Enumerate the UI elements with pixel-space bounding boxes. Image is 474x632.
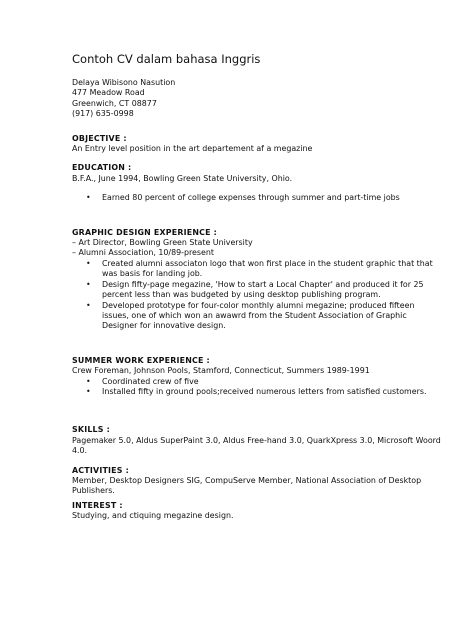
- skills-section: [72, 425, 442, 456]
- education-text: B.F.A., June 1994, Bowling Green State University, Ohio.: [72, 173, 293, 183]
- objective-text: An Entry level position in the art departement af a megazine: [72, 144, 313, 154]
- activities-section: [72, 466, 442, 497]
- bullet-icon: •: [86, 258, 91, 268]
- bullet-text: Design fifty-page megazine, 'How to start a Local Chapter' and produced it for 25 percent less than was budgeted by using desktop publishing program.: [102, 279, 424, 300]
- bullet-icon: •: [86, 376, 91, 386]
- list-item: [86, 300, 442, 332]
- bullet-text: Created alumni associaton logo that won first place in the student graphic that that was basis for landing job.: [102, 258, 433, 279]
- summer-work-bullets: [72, 377, 442, 398]
- graphic-design-line: – Alumni Association, 10/89-present: [72, 248, 214, 258]
- graphic-design-heading: GRAPHIC DESIGN EXPERIENCE :: [72, 227, 218, 237]
- activities-text: Member, Desktop Designers SIG, CompuServe Member, National Association of Desktop Publishers.: [72, 475, 422, 496]
- contact-name: Delaya Wibisono Nasution: [72, 78, 176, 87]
- summer-work-heading: SUMMER WORK EXPERIENCE :: [72, 355, 210, 365]
- bullet-text: Installed fifty in ground pools;received numerous letters from satisfied customers.: [102, 386, 427, 396]
- contact-phone: (917) 635-0998: [72, 109, 134, 119]
- bullet-icon: •: [86, 300, 91, 310]
- education-bullets: [72, 193, 442, 203]
- list-item: [86, 376, 442, 387]
- bullet-text: Coordinated crew of five: [102, 376, 199, 386]
- graphic-design-bullets: [72, 259, 442, 332]
- contact-street: 477 Meadow Road: [72, 88, 145, 98]
- list-item: [86, 386, 442, 397]
- objective-heading: OBJECTIVE :: [72, 133, 127, 143]
- interest-heading: INTEREST :: [72, 500, 123, 510]
- bullet-icon: •: [86, 193, 91, 203]
- education-section: [72, 163, 442, 203]
- list-item: [86, 258, 442, 280]
- interest-section: [72, 501, 442, 522]
- skills-text: Pagemaker 5.0, Aldus SuperPaint 3.0, Aldus Free-hand 3.0, QuarkXpress 3.0, Microsoft Woord 4.0.: [72, 435, 441, 456]
- bullet-text: Earned 80 percent of college expenses through summer and part-time jobs: [102, 193, 400, 203]
- document-title: Contoh CV dalam bahasa Inggris: [72, 52, 261, 66]
- education-heading: EDUCATION :: [72, 163, 132, 173]
- bullet-icon: •: [86, 386, 91, 396]
- summer-work-section: [72, 356, 442, 398]
- bullet-icon: •: [86, 279, 91, 289]
- contact-city: Greenwich, CT 08877: [72, 98, 157, 108]
- summer-work-text: Crew Foreman, Johnson Pools, Stamford, Connecticut, Summers 1989-1991: [72, 366, 370, 376]
- contact-block: [72, 78, 442, 120]
- graphic-design-section: [72, 228, 442, 332]
- list-item: [86, 279, 442, 301]
- cv-document: [72, 52, 442, 522]
- skills-heading: SKILLS :: [72, 425, 110, 435]
- bullet-text: Developed prototype for four-color monthly alumni megazine; produced fifteen issues, one of which won an awawrd from the Student Association of Graphic Designer for innovative design.: [102, 300, 415, 331]
- graphic-design-line: – Art Director, Bowling Green State University: [72, 238, 253, 248]
- objective-section: [72, 134, 442, 155]
- activities-heading: ACTIVITIES :: [72, 465, 129, 475]
- interest-text: Studying, and ctiquing megazine design.: [72, 511, 234, 521]
- list-item: [86, 193, 442, 203]
